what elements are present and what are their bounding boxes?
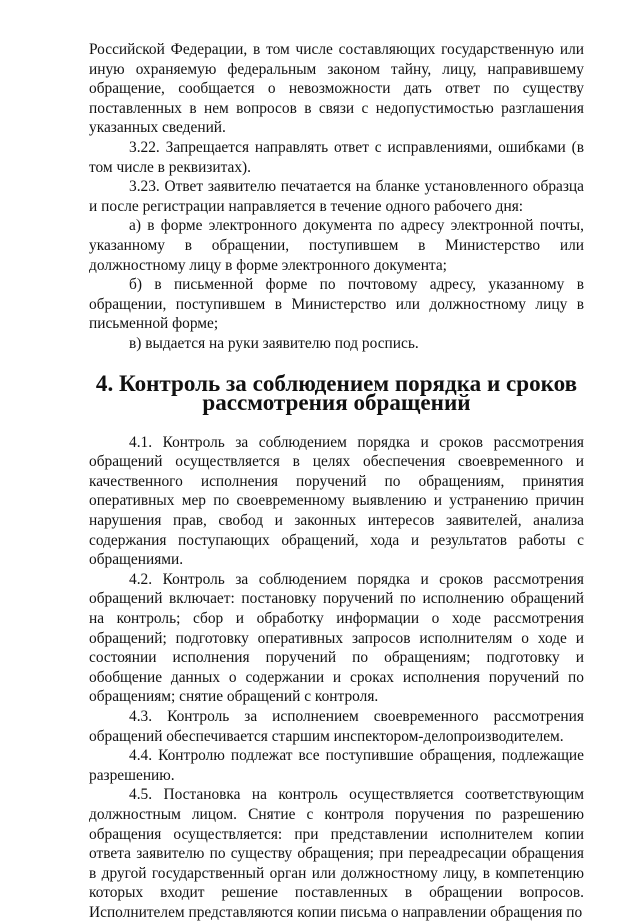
paragraph-4-2: 4.2. Контроль за соблюдением порядка и сроков рассмотрения обращений включает: постановку поручений по исполнению обращений на контроль; сбор и обработку информации о ходе рассмотрения обращений; подготовку оперативных запросов исполнителям о ходе и состоянии исполнения поручений по обращениям; подготовку и обобщение данных о содержании и сроках исполнения поручений по обращениям; снятие обращений с контроля.: [89, 570, 584, 706]
paragraph-continuation: Российской Федерации, в том числе составляющих государственную или иную охраняемую федеральным законом тайну, лицу, направившему обращение, сообщается о невозможности дать ответ по существу поставленных в нем вопросов в связи с недопустимостью разглашения указанных сведений.: [89, 41, 584, 137]
paragraph-3-23: 3.23. Ответ заявителю печатается на бланке установленного образца и после регистрации направляется в течение одного рабочего дня:: [89, 178, 584, 215]
list-item-a: а) в форме электронного документа по адресу электронной почты, указанному в обращении, поступившем в Министерство или должностному лицу в форме электронного документа;: [89, 217, 584, 274]
paragraph-4-4: 4.4. Контролю подлежат все поступившие обращения, подлежащие разрешению.: [89, 747, 584, 784]
paragraph-4-5: 4.5. Постановка на контроль осуществляется соответствующим должностным лицом. Снятие с контроля поручения по разрешению обращения осуществляется: при представлении исполнителем копии ответа заявителю по существу обращения; при переадресации обращения в другой государственный орган или должностному лицу, в компетенцию которых входит решение поставленных в обращении вопросов. Исполнителем представляются копии письма о направлении обращения по: [89, 786, 584, 921]
list-item-v: в) выдается на руки заявителю под роспись.: [129, 334, 419, 352]
paragraphs-before-section: [89, 40, 584, 354]
list-item-b: б) в письменной форме по почтовому адресу, указанному в обращении, поступившем в Министерство или должностному лицу в письменной форме;: [89, 276, 584, 333]
paragraphs-after-section: [89, 433, 584, 923]
paragraph-4-1: 4.1. Контроль за соблюдением порядка и сроков рассмотрения обращений осуществляется в целях обеспечения своевременного и качественного исполнения поручений по обращениям, принятия оперативных мер по своевременному выявлению и устранению причин нарушения прав, свобод и законных интересов заявителей, анализа содержания поступающих обращений, хода и результатов работы с обращениями.: [89, 433, 584, 569]
paragraph-4-3: 4.3. Контроль за исполнением своевременного рассмотрения обращений обеспечивается старшим инспектором-делопроизводителем.: [89, 708, 584, 745]
section-heading: 4. Контроль за соблюдением порядка и сроков рассмотрения обращений: [95, 369, 578, 416]
spacer: [89, 413, 584, 433]
paragraph-3-22: 3.22. Запрещается направлять ответ с исправлениями, ошибками (в том числе в реквизитах).: [89, 138, 584, 176]
